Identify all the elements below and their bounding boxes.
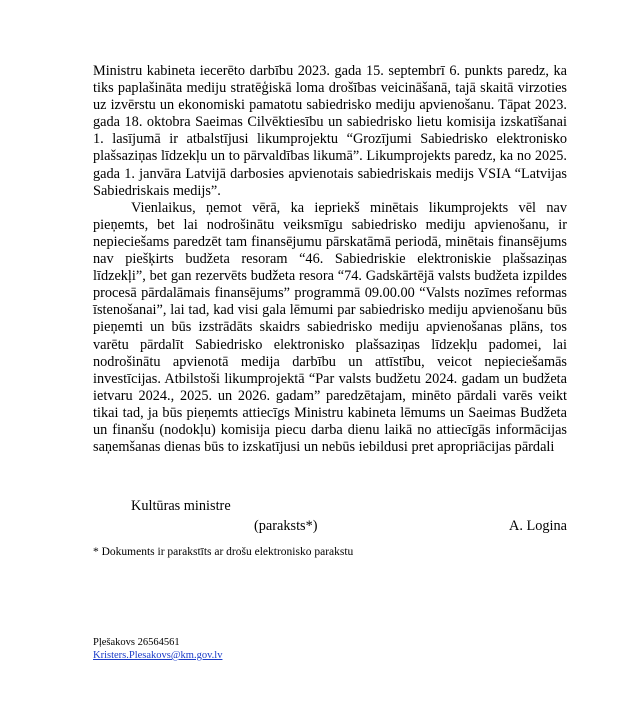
- signatory-title: Kultūras ministre: [131, 498, 231, 514]
- signatory-name: A. Logina: [509, 518, 567, 535]
- document-body: [93, 63, 567, 456]
- signature-mark: (paraksts*): [254, 518, 318, 535]
- author-email-link[interactable]: Kristers.Plesakovs@km.gov.lv: [93, 650, 223, 661]
- paragraph-1: Ministru kabineta iecerēto darbību 2023. gada 15. septembrī 6. punkts paredz, ka tiks paplašināta mediju stratēģiskā loma drošības veicināšanā, tajā skaitā virzoties uz izvērstu un ekonomiski pamatotu sabiedrisko mediju apvienošanu. Tāpat 2023. gada 18. oktobra Saeimas Cilvēktiesību un sabiedrisko lietu komisija izskatīšanai 1. lasījumā ir atbalstījusi likumprojektu “Grozījumi Sabiedrisko elektronisko plašsaziņas līdzekļu un to pārvaldības likumā”. Likumprojekts paredz, ka no 2025. gada 1. janvāra Latvijā darbosies apvienotais sabiedriskais medijs VSIA “Latvijas Sabiedriskais medijs”.: [93, 63, 567, 199]
- signature-row: [93, 518, 567, 536]
- author-line: Pļešakovs 26564561: [93, 637, 180, 648]
- paragraph-2: Vienlaikus, ņemot vērā, ka iepriekš minētais likumprojekts vēl nav pieņemts, bet lai nodrošinātu veiksmīgu sabiedrisko mediju apvienošanu, ir nepieciešams paredzēt tam finansējumu pārskatāmā periodā, minētais finansējums nav piešķirts budžeta resoram “46. Sabiedriskie elektroniskie plašsaziņas līdzekļi”, bet gan rezervēts budžeta resora “74. Gadskārtējā valsts budžeta izpildes procesā pārdalāmais finansējums” programmā 09.00.00 “Valsts nozīmes reformas īstenošanai”, lai tad, kad visi gala lēmumi par sabiedrisko mediju apvienošanu būs pieņemti un būs izstrādāts skaidrs sabiedrisko mediju apvienošanas plāns, tos varētu pārdalīt Sabiedrisko elektronisko plašsaziņas līdzekļu padomei, lai nodrošinātu apvienotā medija darbību un attīstību, veicot nepieciešamās investīcijas. Atbilstoši likumprojektā “Par valsts budžetu 2024. gadam un budžeta ietvaru 2024., 2025. un 2026. gadam” paredzētajam, minēto pārdali varēs veikt tikai tad, ja būs pieņemts attiecīgs Ministru kabineta lēmums un Saeimas Budžeta un finanšu (nodokļu) komisija piecu darba dienu laikā no attiecīgās informācijas saņemšanas dienas būs to izskatījusi un nebūs iebildusi pret apropriācijas pārdali: [93, 199, 567, 456]
- signature-block: [93, 498, 567, 536]
- contact-block: [93, 636, 222, 662]
- footnote: * Dokuments ir parakstīts ar drošu elektronisko parakstu: [93, 546, 354, 558]
